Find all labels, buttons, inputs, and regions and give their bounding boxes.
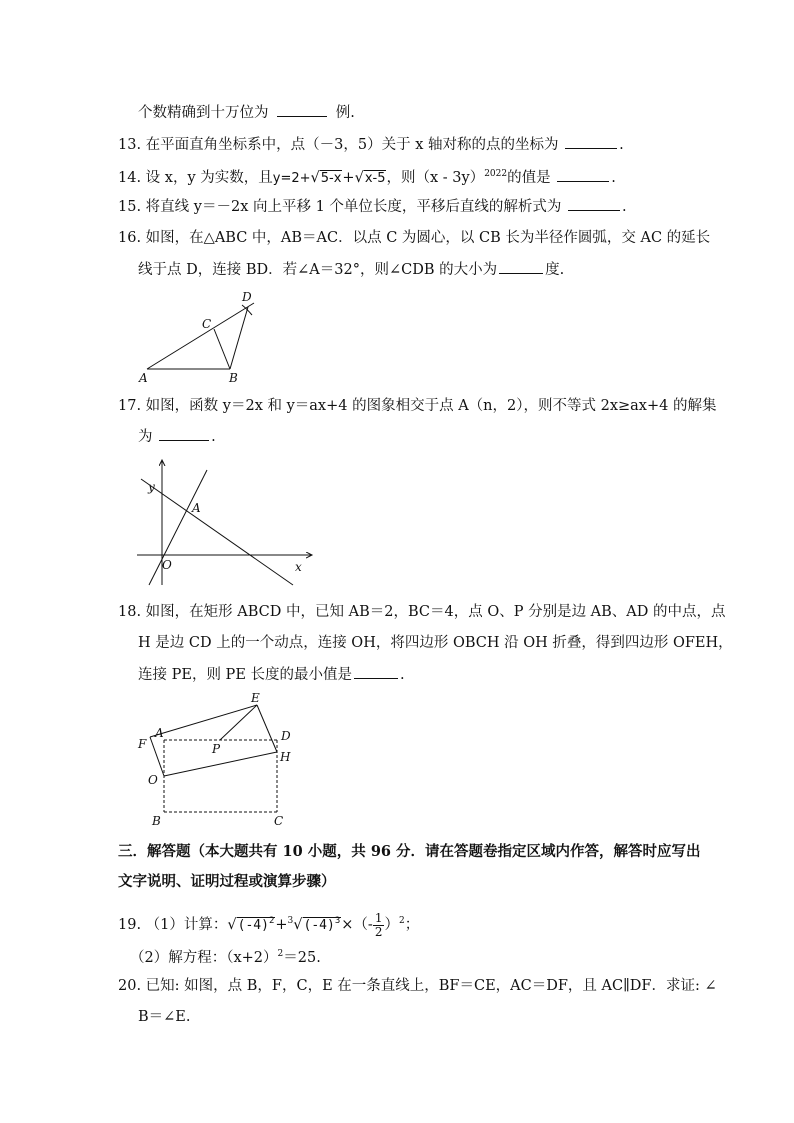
q19-fraction	[373, 912, 385, 939]
q19-part2-exp: 2	[277, 949, 284, 959]
q16-label-A: A	[139, 371, 148, 385]
q12-tail-suffix: 例.	[335, 105, 355, 121]
q19-tail: ）	[384, 917, 399, 933]
question-18-line-2	[138, 633, 733, 653]
q14-sqrt-sign-1: √	[310, 170, 320, 186]
q15-text: 将直线 y＝－2x 向上平移 1 个单位长度，平移后直线的解析式为	[145, 199, 562, 215]
q16-line2b: 度.	[545, 262, 565, 278]
q19-sqrt-sign: √	[227, 917, 237, 933]
q17-line2a: 为	[138, 429, 153, 445]
q18-label-A: A	[155, 726, 164, 740]
q18-line1: 如图，在矩形 ABCD 中，已知 AB＝2，BC＝4，点 O、P 分别是边 AB、AD 的中点，点	[145, 604, 726, 620]
q12-tail-line	[138, 102, 355, 123]
q16-label-C: C	[202, 317, 212, 331]
q18-rectangle-figure	[130, 688, 300, 833]
q18-segment-EH	[257, 705, 277, 752]
q20-line2: B＝∠E.	[138, 1009, 191, 1025]
q15-end: .	[622, 199, 627, 215]
question-16-line-1	[118, 228, 710, 248]
q17-line-y-2x	[149, 470, 207, 585]
q17-line2b: .	[211, 429, 216, 445]
q18-answer-blank[interactable]	[354, 664, 398, 679]
q16-line2a: 线于点 D，连接 BD．若∠A＝32°，则∠CDB 的大小为	[138, 262, 498, 278]
q14-radicand-1: 5-x	[320, 171, 342, 186]
q18-line3a: 连接 PE，则 PE 长度的最小值是	[138, 667, 353, 683]
question-19-part-1	[118, 908, 419, 939]
q19-tail-exp: 2	[398, 916, 405, 926]
q18-label-H: H	[280, 750, 291, 764]
q16-label-B: B	[229, 371, 238, 385]
q16-number: 16.	[118, 230, 142, 246]
question-17-line-1	[118, 396, 716, 416]
q18-number: 18.	[118, 604, 142, 620]
q14-sqrt-sign-2: √	[354, 170, 364, 186]
q16-segment-CB	[214, 329, 230, 369]
question-18-line-3	[138, 664, 405, 685]
q16-line-AD	[147, 303, 254, 369]
q17-label-x: x	[295, 560, 302, 574]
question-13	[118, 134, 624, 155]
question-16-line-2	[138, 259, 564, 280]
q16-answer-blank[interactable]	[499, 259, 543, 274]
question-14	[118, 164, 616, 189]
q19-r1-base: (-4)	[237, 918, 269, 933]
q17-line1: 如图，函数 y＝2x 和 y＝ax+4 的图象相交于点 A（n，2），则不等式 2x≥ax+4 的解集	[145, 398, 717, 414]
q13-text: 在平面直角坐标系中，点（－3，5）关于 x 轴对称的点的坐标为	[145, 137, 559, 153]
q16-label-D: D	[242, 290, 252, 304]
q17-label-O: O	[162, 558, 172, 572]
q19-times: ×（-	[341, 917, 373, 933]
question-15	[118, 196, 627, 217]
q19-r2-base: (-4)	[303, 918, 335, 933]
q18-line2: H 是边 CD 上的一个动点，连接 OH，将四边形 OBCH 沿 OH 折叠，得到四边形 OFEH，	[138, 635, 733, 651]
q19-r1-exp: 2	[268, 916, 275, 926]
q18-label-B: B	[152, 814, 161, 828]
q19-part2: （2）解方程：（x+2）	[130, 950, 278, 966]
q18-label-F: F	[138, 737, 147, 751]
q17-number: 17.	[118, 398, 142, 414]
q19-number: 19.	[118, 917, 142, 933]
q18-label-D: D	[281, 729, 291, 743]
question-17-line-2	[138, 426, 216, 447]
q19-cbrt-sign: √	[293, 917, 303, 933]
q18-label-O: O	[148, 773, 158, 787]
q14-exponent: 2022	[484, 169, 508, 179]
q12-tail-text: 个数精确到十万位为	[138, 105, 269, 121]
q14-eq: y=2+	[272, 171, 311, 186]
question-20-line-1	[118, 976, 717, 996]
q20-number: 20.	[118, 978, 142, 994]
q14-radicand-2: x-5	[364, 171, 386, 186]
q17-label-A: A	[192, 501, 201, 515]
section-3-heading-line-1	[118, 842, 701, 862]
q18-label-C: C	[274, 814, 284, 828]
q19-radicand-1	[237, 917, 276, 933]
q13-end: .	[619, 137, 624, 153]
q14-mid: ，则（x - 3y）	[386, 170, 485, 186]
q14-post: 的值是	[507, 170, 551, 186]
q17-label-y: y	[148, 480, 155, 494]
q18-segment-OH	[164, 752, 277, 776]
q16-line1: 如图，在△ABC 中，AB＝AC．以点 C 为圆心，以 CB 长为半径作圆弧，交 AC 的延长	[145, 230, 711, 246]
q15-answer-blank[interactable]	[568, 196, 620, 211]
section-3-heading-line-2	[118, 872, 336, 892]
q20-line1: 已知: 如图，点 B，F，C，E 在一条直线上，BF＝CE，AC＝DF，且 AC∥DF．求证: ∠	[145, 978, 717, 994]
q14-number: 14.	[118, 170, 142, 186]
q19-frac-den: 2	[374, 924, 383, 939]
q19-part1-label: （1）计算：	[145, 917, 228, 933]
q14-plus: +	[342, 170, 355, 186]
q19-semi: ；	[404, 917, 420, 933]
q16-triangle-figure	[130, 285, 270, 385]
q14-pre: 设 x，y 为实数，且	[145, 170, 273, 186]
q19-radicand-2	[303, 917, 342, 933]
q14-end: .	[611, 170, 616, 186]
q13-number: 13.	[118, 137, 142, 153]
q19-plus: +	[275, 917, 288, 933]
q18-label-P: P	[212, 742, 221, 756]
question-20-line-2	[138, 1007, 191, 1027]
q13-answer-blank[interactable]	[565, 134, 617, 149]
q19-r2-exp: 3	[334, 916, 341, 926]
q17-answer-blank[interactable]	[159, 426, 209, 441]
q15-number: 15.	[118, 199, 142, 215]
q18-segment-OF	[150, 737, 164, 776]
q17-graph-figure	[135, 455, 320, 590]
section3-line1: 三．解答题（本大题共有 10 小题，共 96 分．请在答题卷指定区域内作答，解答时应写出	[118, 843, 701, 860]
q19-part2-tail: ＝25.	[283, 950, 321, 966]
section3-line2: 文字说明、证明过程或演算步骤）	[118, 873, 336, 890]
question-19-part-2	[130, 944, 321, 968]
question-18-line-1	[118, 602, 726, 622]
q14-answer-blank[interactable]	[557, 167, 609, 182]
q19-cube-index: 3	[287, 916, 294, 926]
q18-line3b: .	[400, 667, 405, 683]
q12-answer-blank[interactable]	[277, 102, 327, 117]
q19-frac-num: 1	[374, 910, 383, 925]
q18-label-E: E	[251, 691, 260, 705]
q18-segment-FE	[150, 705, 257, 737]
